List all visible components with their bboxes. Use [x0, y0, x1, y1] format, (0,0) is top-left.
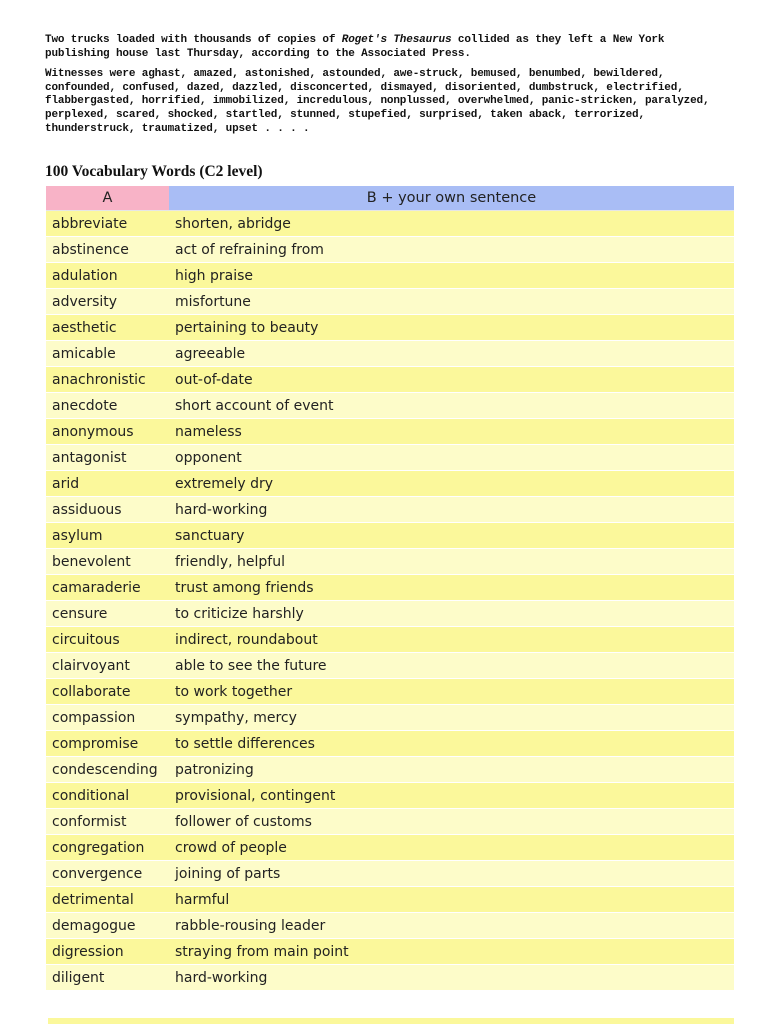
vocab-meaning: crowd of people [169, 835, 734, 861]
next-table-top-edge [48, 1018, 734, 1024]
table-row [46, 601, 734, 627]
vocab-meaning: extremely dry [169, 471, 734, 497]
vocabulary-table [46, 186, 734, 990]
vocab-word: detrimental [46, 887, 169, 913]
vocab-word: diligent [46, 965, 169, 991]
vocab-meaning: pertaining to beauty [169, 315, 734, 341]
table-row [46, 913, 734, 939]
vocab-meaning: to settle differences [169, 731, 734, 757]
table-row [46, 627, 734, 653]
vocab-meaning: joining of parts [169, 861, 734, 887]
vocab-word: conditional [46, 783, 169, 809]
intro-paragraph-1 [45, 34, 735, 61]
vocab-word: assiduous [46, 497, 169, 523]
vocab-word: clairvoyant [46, 653, 169, 679]
table-row [46, 471, 734, 497]
table-row [46, 653, 734, 679]
vocab-word: conformist [46, 809, 169, 835]
table-row [46, 263, 734, 289]
vocab-meaning: short account of event [169, 393, 734, 419]
vocab-meaning: hard-working [169, 497, 734, 523]
table-row [46, 783, 734, 809]
vocab-word: abbreviate [46, 211, 169, 237]
column-header-b: B + your own sentence [169, 186, 734, 211]
vocab-meaning: trust among friends [169, 575, 734, 601]
vocab-meaning: agreeable [169, 341, 734, 367]
vocab-meaning: to work together [169, 679, 734, 705]
vocab-meaning: straying from main point [169, 939, 734, 965]
vocab-meaning: opponent [169, 445, 734, 471]
table-row [46, 289, 734, 315]
table-row [46, 861, 734, 887]
vocab-meaning: act of refraining from [169, 237, 734, 263]
vocab-word: compromise [46, 731, 169, 757]
vocab-word: amicable [46, 341, 169, 367]
vocab-word: aesthetic [46, 315, 169, 341]
section-heading: 100 Vocabulary Words (C2 level) [45, 163, 263, 180]
vocab-word: adulation [46, 263, 169, 289]
table-row [46, 419, 734, 445]
vocab-meaning: to criticize harshly [169, 601, 734, 627]
vocab-word: compassion [46, 705, 169, 731]
vocab-word: camaraderie [46, 575, 169, 601]
table-row [46, 939, 734, 965]
vocab-word: anonymous [46, 419, 169, 445]
vocab-meaning: provisional, contingent [169, 783, 734, 809]
vocab-word: abstinence [46, 237, 169, 263]
vocab-word: anecdote [46, 393, 169, 419]
table-row [46, 237, 734, 263]
table-row [46, 549, 734, 575]
table-row [46, 965, 734, 991]
intro-p1-start: Two trucks loaded with thousands of copies of [45, 34, 342, 46]
table-row [46, 393, 734, 419]
vocabulary-table-body [46, 211, 734, 991]
vocab-word: arid [46, 471, 169, 497]
vocab-word: demagogue [46, 913, 169, 939]
intro-p1-end: collided as they left a New York publishing house last Thursday, according to the Associated Press. [45, 34, 665, 60]
table-row [46, 731, 734, 757]
vocab-word: antagonist [46, 445, 169, 471]
vocab-meaning: out-of-date [169, 367, 734, 393]
table-row [46, 809, 734, 835]
vocab-meaning: shorten, abridge [169, 211, 734, 237]
intro-paragraph-2: Witnesses were aghast, amazed, astonished, astounded, awe-struck, bemused, benumbed, bewildered, confounded, confused, dazed, dazzled, disconcerted, dismayed, disoriented, dumbstruck, electrified, flabbergasted, horrified, immobilized, incredulous, nonplussed, overwhelmed, panic-stricken, paralyzed, perplexed, scared, shocked, startled, stunned, stupefied, surprised, taken aback, terrorized, thunderstruck, traumatized, upset . . . . [45, 68, 710, 135]
table-row [46, 315, 734, 341]
vocab-word: collaborate [46, 679, 169, 705]
vocab-word: censure [46, 601, 169, 627]
vocab-word: circuitous [46, 627, 169, 653]
book-title: Roget's Thesaurus [341, 34, 452, 46]
table-row [46, 835, 734, 861]
table-row [46, 757, 734, 783]
vocab-meaning: able to see the future [169, 653, 734, 679]
table-row [46, 211, 734, 237]
vocab-word: anachronistic [46, 367, 169, 393]
vocab-meaning: hard-working [169, 965, 734, 991]
vocab-meaning: nameless [169, 419, 734, 445]
vocab-meaning: harmful [169, 887, 734, 913]
table-row [46, 445, 734, 471]
table-row [46, 367, 734, 393]
table-row [46, 497, 734, 523]
vocab-word: condescending [46, 757, 169, 783]
vocab-word: adversity [46, 289, 169, 315]
vocab-word: benevolent [46, 549, 169, 575]
vocab-meaning: follower of customs [169, 809, 734, 835]
vocab-word: convergence [46, 861, 169, 887]
vocab-meaning: high praise [169, 263, 734, 289]
table-row [46, 705, 734, 731]
table-row [46, 575, 734, 601]
intro-text [45, 34, 735, 136]
vocab-word: congregation [46, 835, 169, 861]
vocab-word: digression [46, 939, 169, 965]
vocab-meaning: rabble-rousing leader [169, 913, 734, 939]
vocab-meaning: sympathy, mercy [169, 705, 734, 731]
vocab-meaning: sanctuary [169, 523, 734, 549]
table-row [46, 523, 734, 549]
table-row [46, 341, 734, 367]
vocab-meaning: misfortune [169, 289, 734, 315]
table-header-row [46, 186, 734, 211]
vocab-meaning: patronizing [169, 757, 734, 783]
vocab-word: asylum [46, 523, 169, 549]
vocab-meaning: friendly, helpful [169, 549, 734, 575]
vocab-meaning: indirect, roundabout [169, 627, 734, 653]
table-row [46, 887, 734, 913]
column-header-a: A [46, 186, 169, 211]
table-row [46, 679, 734, 705]
